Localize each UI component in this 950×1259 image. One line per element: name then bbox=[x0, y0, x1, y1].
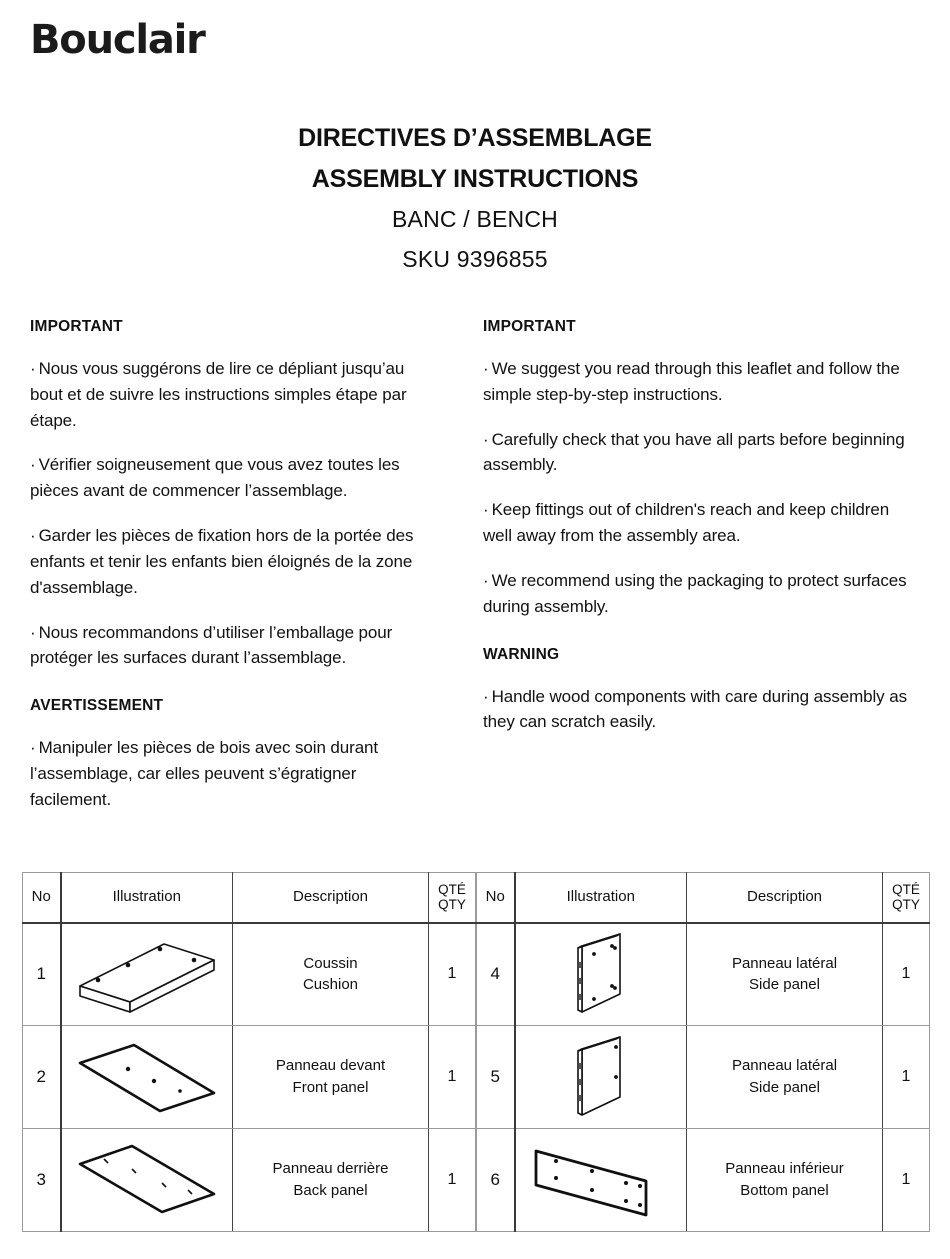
bullet-text: Keep fittings out of children's reach and keep children well away from the assembly area. bbox=[483, 500, 890, 546]
bullet-text: Carefully check that you have all parts before beginning assembly. bbox=[483, 429, 905, 475]
part-quantity: 1 bbox=[883, 923, 930, 1026]
description-fr: Panneau devant bbox=[275, 1057, 386, 1075]
part-quantity: 1 bbox=[883, 1026, 930, 1129]
part-quantity: 1 bbox=[883, 1129, 930, 1232]
header-quantity bbox=[883, 873, 930, 923]
parts-tables bbox=[0, 872, 950, 1232]
part-number: 4 bbox=[477, 923, 515, 1026]
cushion-slab-icon bbox=[62, 927, 233, 1022]
part-number: 2 bbox=[23, 1026, 61, 1129]
header-description: Description bbox=[687, 873, 883, 923]
table-header-row bbox=[477, 873, 930, 923]
french-warning-bullet-1 bbox=[30, 735, 440, 812]
description-fr: Coussin bbox=[303, 954, 358, 972]
table-row bbox=[477, 923, 930, 1026]
bullet-marker-icon: · bbox=[30, 738, 36, 758]
part-quantity: 1 bbox=[429, 1026, 476, 1129]
front-panel-icon bbox=[62, 1030, 233, 1125]
side-panel-left-icon bbox=[516, 927, 687, 1022]
part-illustration bbox=[515, 1129, 687, 1232]
part-description bbox=[687, 1026, 883, 1129]
header-illustration: Illustration bbox=[61, 873, 233, 923]
french-important-bullet-3 bbox=[30, 523, 440, 600]
header-quantity bbox=[429, 873, 476, 923]
bullet-text: Garder les pièces de fixation hors de la portée des enfants et tenir les enfants bien éloignés de la zone d'assemblage. bbox=[30, 526, 414, 597]
bullet-text: We recommend using the packaging to protect surfaces during assembly. bbox=[483, 570, 907, 616]
part-quantity: 1 bbox=[429, 1129, 476, 1232]
title-english: ASSEMBLY INSTRUCTIONS bbox=[311, 164, 639, 193]
french-important-bullet-2 bbox=[30, 452, 440, 504]
part-illustration bbox=[61, 1129, 233, 1232]
french-important-heading: IMPORTANT bbox=[30, 318, 123, 335]
header-qty-en: QTY bbox=[892, 897, 920, 913]
parts-table-right bbox=[476, 872, 930, 1232]
bullet-marker-icon: · bbox=[30, 359, 36, 378]
side-panel-right-icon bbox=[516, 1030, 687, 1125]
description-fr: Panneau latéral bbox=[731, 954, 838, 972]
title-french: DIRECTIVES D’ASSEMBLAGE bbox=[298, 124, 652, 152]
part-number: 1 bbox=[23, 923, 61, 1026]
part-description bbox=[233, 923, 429, 1026]
bouclair-logo: Bouclair bbox=[30, 17, 205, 63]
french-important-bullet-1 bbox=[30, 356, 440, 433]
bullet-marker-icon: · bbox=[30, 526, 36, 546]
french-warning-heading: AVERTISSEMENT bbox=[30, 697, 164, 715]
table-row bbox=[23, 1026, 476, 1129]
instruction-columns bbox=[0, 318, 950, 832]
bullet-marker-icon: · bbox=[483, 570, 489, 590]
bullet-marker-icon: · bbox=[30, 455, 36, 475]
bottom-panel-icon bbox=[516, 1133, 687, 1228]
english-warning-heading: WARNING bbox=[483, 645, 560, 663]
table-row bbox=[477, 1129, 930, 1232]
part-illustration bbox=[61, 923, 233, 1026]
description-fr: Panneau latéral bbox=[731, 1057, 838, 1075]
part-number: 6 bbox=[477, 1129, 515, 1232]
english-important-bullet-2 bbox=[483, 427, 922, 479]
description-en: Bottom panel bbox=[740, 1182, 829, 1199]
part-description bbox=[687, 923, 883, 1026]
english-important-bullet-1 bbox=[483, 356, 922, 408]
part-description bbox=[233, 1129, 429, 1232]
table-header-row bbox=[23, 873, 476, 923]
bullet-marker-icon: · bbox=[30, 622, 36, 642]
bullet-marker-icon: · bbox=[483, 500, 489, 520]
description-en: Back panel bbox=[293, 1182, 368, 1199]
title-block bbox=[0, 118, 950, 280]
english-important-bullet-4 bbox=[483, 568, 922, 620]
description-en: Cushion bbox=[302, 976, 359, 994]
header-description: Description bbox=[233, 873, 429, 923]
header-no: No bbox=[23, 873, 61, 923]
product-name: BANC / BENCH bbox=[392, 206, 558, 232]
part-quantity: 1 bbox=[429, 923, 476, 1026]
bullet-marker-icon: · bbox=[483, 429, 489, 449]
french-important-bullet-4 bbox=[30, 620, 440, 672]
part-description bbox=[233, 1026, 429, 1129]
bullet-text: Nous vous suggérons de lire ce dépliant jusqu’au bout et de suivre les instructions simples étape par étape. bbox=[30, 359, 407, 430]
bullet-marker-icon: · bbox=[483, 686, 489, 706]
english-important-bullet-3 bbox=[483, 497, 922, 549]
description-en: Side panel bbox=[749, 1079, 820, 1096]
table-row bbox=[23, 1129, 476, 1232]
english-column bbox=[475, 318, 950, 832]
parts-table-left bbox=[22, 872, 476, 1232]
part-illustration bbox=[61, 1026, 233, 1129]
french-column bbox=[0, 318, 475, 832]
table-row bbox=[23, 923, 476, 1026]
description-en: Side panel bbox=[749, 976, 820, 994]
bullet-text: Vérifier soigneusement que vous avez toutes les pièces avant de commencer l’assemblage. bbox=[30, 455, 400, 501]
bullet-text: Nous recommandons d’utiliser l’emballage pour protéger les surfaces durant l’assemblage. bbox=[30, 622, 393, 668]
description-fr: Panneau inférieur bbox=[725, 1160, 844, 1178]
bullet-text: Manipuler les pièces de bois avec soin durant l’assemblage, car elles peuvent s’égratigner facilement. bbox=[30, 738, 379, 809]
part-number: 3 bbox=[23, 1129, 61, 1232]
part-illustration bbox=[515, 1026, 687, 1129]
header-qty-fr: QTÉ bbox=[438, 882, 466, 898]
part-number: 5 bbox=[477, 1026, 515, 1129]
table-row bbox=[477, 1026, 930, 1129]
bullet-marker-icon: · bbox=[483, 359, 489, 378]
back-panel-icon bbox=[62, 1133, 233, 1228]
header-illustration: Illustration bbox=[515, 873, 687, 923]
sku-number: SKU 9396855 bbox=[402, 246, 548, 273]
description-en: Front panel bbox=[292, 1079, 369, 1096]
bullet-text: Handle wood components with care during assembly as they can scratch easily. bbox=[483, 686, 907, 732]
english-important-heading: IMPORTANT bbox=[483, 318, 576, 335]
part-illustration bbox=[515, 923, 687, 1026]
part-description bbox=[687, 1129, 883, 1232]
english-warning-bullet-1 bbox=[483, 684, 922, 736]
header-qty-fr: QTÉ bbox=[892, 882, 920, 898]
header-qty-en: QTY bbox=[438, 897, 466, 913]
description-fr: Panneau derrière bbox=[272, 1160, 389, 1178]
header-no: No bbox=[477, 873, 515, 923]
bullet-text: We suggest you read through this leaflet and follow the simple step-by-step instructions. bbox=[483, 359, 900, 404]
